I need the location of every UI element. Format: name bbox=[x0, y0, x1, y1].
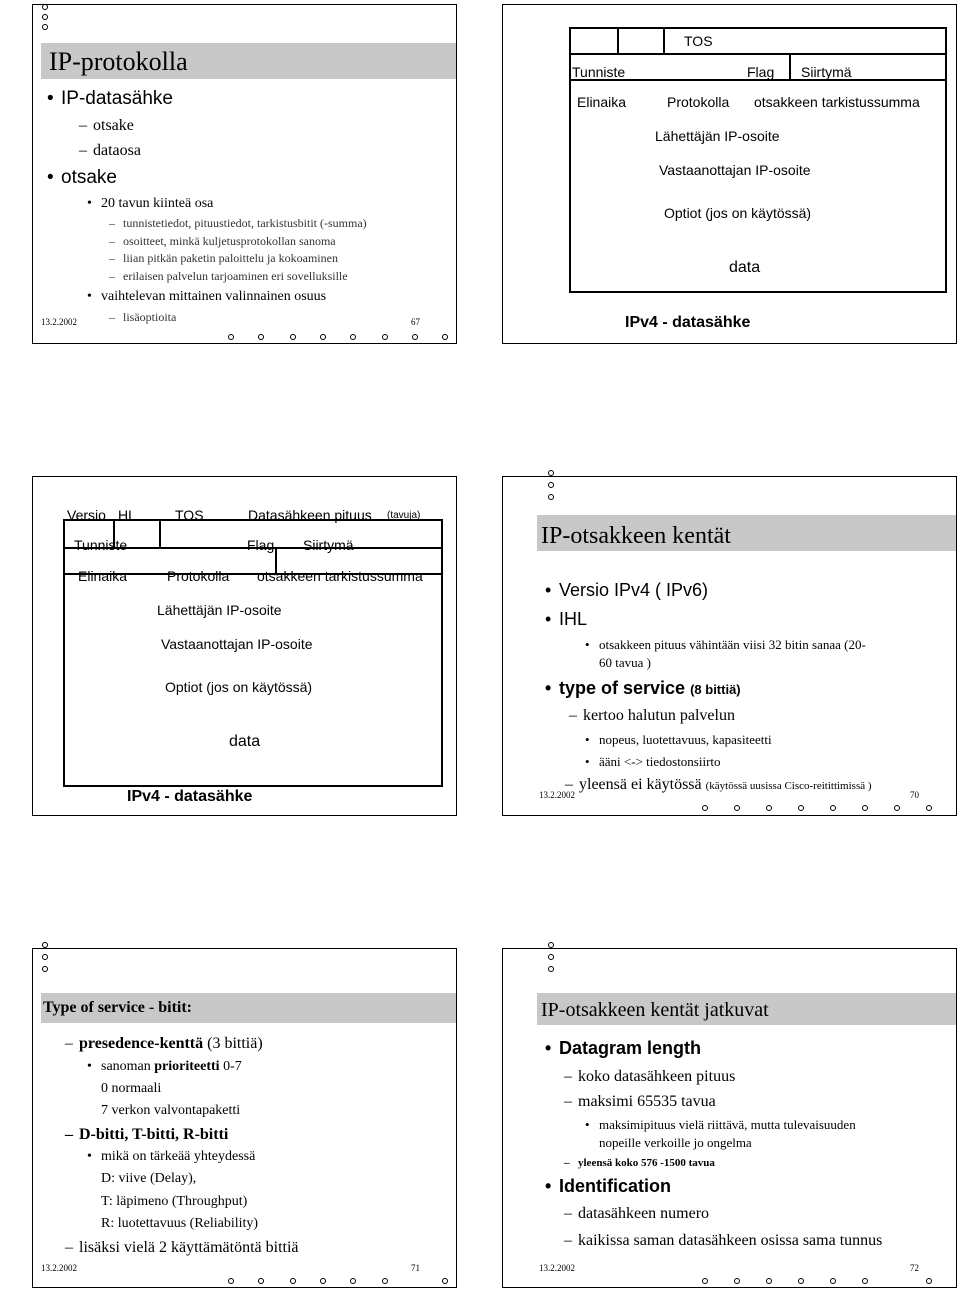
dot-decoration bbox=[290, 1278, 296, 1284]
presedence-note: (3 bittiä) bbox=[207, 1035, 263, 1052]
dot-decoration bbox=[42, 966, 48, 972]
field-vastaanottaja: Vastaanottajan IP-osoite bbox=[161, 636, 313, 652]
yleensa-label: yleensä ei käytössä bbox=[579, 776, 702, 793]
item-valinnainen: • vaihtelevan mittainen valinnainen osuus bbox=[101, 289, 326, 305]
slide-title: Type of service - bitit: bbox=[43, 999, 192, 1016]
sub-prioriteetti: prioriteetti bbox=[154, 1059, 220, 1074]
dot-decoration bbox=[42, 24, 48, 30]
field-protokolla: Protokolla bbox=[167, 568, 230, 584]
page-number: 67 bbox=[411, 317, 420, 327]
dot-decoration bbox=[798, 1278, 804, 1284]
slide-70 bbox=[502, 476, 957, 816]
dot-decoration bbox=[412, 334, 418, 340]
field-lahettaja: Lähettäjän IP-osoite bbox=[157, 602, 282, 618]
sub-maksimipituus-cont: nopeille verkoille jo ongelma bbox=[599, 1135, 752, 1150]
field-elinaika: Elinaika bbox=[78, 568, 128, 584]
field-tos: TOS bbox=[684, 33, 713, 49]
bullet-datagram-length: • Datagram length bbox=[559, 1038, 701, 1059]
bullet-versio: • Versio IPv4 ( IPv6) bbox=[559, 580, 708, 601]
sub-nopeus: • nopeus, luotettavuus, kapasiteetti bbox=[599, 732, 772, 748]
dot-decoration bbox=[926, 1278, 932, 1284]
bullet-identification: • Identification bbox=[559, 1176, 671, 1197]
field-data: data bbox=[729, 259, 761, 276]
sub-palvelu: – erilaisen palvelun tarjoaminen eri sovelluksille bbox=[123, 269, 348, 284]
dot-decoration bbox=[320, 334, 326, 340]
dot-decoration bbox=[702, 1278, 708, 1284]
item-otsakkeen-pituus-cont: 60 tavua ) bbox=[599, 655, 651, 670]
field-lahettaja: Lähettäjän IP-osoite bbox=[655, 128, 780, 144]
item-numero: – datasähkeen numero bbox=[578, 1205, 709, 1223]
slide-71 bbox=[32, 948, 457, 1288]
dot-decoration bbox=[382, 334, 388, 340]
sub-tunnistetiedot: – tunnistetiedot, pituustiedot, tarkistusbitit (-summa) bbox=[123, 216, 367, 231]
dot-decoration bbox=[320, 1278, 326, 1284]
dot-decoration bbox=[548, 494, 554, 500]
item-maksimi: – maksimi 65535 tavua bbox=[578, 1093, 716, 1111]
yleensa-note: (käytössä uusissa Cisco-reitittimissä ) bbox=[705, 780, 872, 792]
dot-decoration bbox=[42, 14, 48, 20]
sub-aani: • ääni <-> tiedostonsiirto bbox=[599, 754, 721, 770]
diagram-caption: IPv4 - datasähke bbox=[625, 314, 751, 331]
dot-decoration bbox=[228, 334, 234, 340]
field-vastaanottaja: Vastaanottajan IP-osoite bbox=[659, 162, 811, 178]
dot-decoration bbox=[382, 1278, 388, 1284]
field-data: data bbox=[229, 733, 261, 750]
slide-title: IP-protokolla bbox=[49, 47, 188, 76]
tos-note: (8 bittiä) bbox=[690, 682, 741, 697]
sub-throughput: T: läpimeno (Throughput) bbox=[101, 1194, 248, 1209]
dot-decoration bbox=[350, 334, 356, 340]
dot-decoration bbox=[258, 334, 264, 340]
sub-osoitteet: – osoitteet, minkä kuljetusprotokollan sanoma bbox=[123, 234, 336, 249]
dot-decoration bbox=[258, 1278, 264, 1284]
dot-decoration bbox=[734, 805, 740, 811]
sub-sanoman bbox=[101, 1059, 242, 1075]
dot-decoration bbox=[290, 334, 296, 340]
field-tavuja: (tavuja) bbox=[387, 510, 421, 521]
sub-valvontapaketti: 7 verkon valvontapaketti bbox=[101, 1103, 241, 1118]
sub-range: 0-7 bbox=[223, 1059, 242, 1074]
tos-label: type of service bbox=[559, 678, 686, 698]
presedence-label: presedence-kenttä bbox=[79, 1035, 204, 1052]
sub-lisaoptioita: – lisäoptioita bbox=[123, 310, 176, 325]
slide-72 bbox=[502, 948, 957, 1288]
dot-decoration bbox=[42, 4, 48, 10]
field-tarkistussumma: otsakkeen tarkistussumma bbox=[754, 94, 920, 110]
dot-decoration bbox=[862, 1278, 868, 1284]
sub-tarkeaa: • mikä on tärkeää yhteydessä bbox=[101, 1149, 255, 1165]
item-sama-tunnus: – kaikissa saman datasähkeen osissa sama tunnus bbox=[578, 1232, 882, 1250]
item-dataosa: – dataosa bbox=[93, 142, 141, 160]
page-number: 70 bbox=[910, 790, 919, 800]
item-koko: – koko datasähkeen pituus bbox=[578, 1068, 735, 1086]
dot-decoration bbox=[862, 805, 868, 811]
diagram-caption: IPv4 - datasähke bbox=[127, 788, 253, 805]
dot-decoration bbox=[42, 942, 48, 948]
field-elinaika: Elinaika bbox=[577, 94, 627, 110]
field-flag: Flag bbox=[747, 64, 775, 80]
sub-paloittelu: – liian pitkän paketin paloittelu ja kokoaminen bbox=[123, 251, 338, 266]
sub-normaali: 0 normaali bbox=[101, 1081, 162, 1096]
item-kayttamaton: – lisäksi vielä 2 käyttämätöntä bittiä bbox=[79, 1239, 299, 1257]
item-dtr-bits: – D-bitti, T-bitti, R-bitti bbox=[79, 1126, 228, 1144]
dot-decoration bbox=[702, 805, 708, 811]
dot-decoration bbox=[734, 1278, 740, 1284]
dot-decoration bbox=[228, 1278, 234, 1284]
slide-69 bbox=[32, 476, 457, 816]
item-presedence bbox=[79, 1035, 263, 1053]
field-pituus: Datasähkeen pituus bbox=[248, 507, 372, 523]
slide-date: 13.2.2002 bbox=[539, 790, 575, 800]
slide-date: 13.2.2002 bbox=[539, 1263, 575, 1273]
sub-maksimipituus: • maksimipituus vielä riittävä, mutta tulevaisuuden bbox=[599, 1117, 856, 1133]
item-otsake: – otsake bbox=[93, 117, 134, 135]
page-number: 72 bbox=[910, 1263, 919, 1273]
field-siirtyma: Siirtymä bbox=[303, 537, 354, 553]
dot-decoration bbox=[350, 1278, 356, 1284]
sub-sanoman-text: sanoman bbox=[101, 1059, 151, 1074]
item-kiintea-osa: • 20 tavun kiinteä osa bbox=[101, 196, 213, 212]
bullet-otsake: • otsake bbox=[61, 167, 117, 189]
field-tarkistussumma: otsakkeen tarkistussumma bbox=[257, 568, 423, 584]
dot-decoration bbox=[766, 805, 772, 811]
field-tos: TOS bbox=[175, 507, 204, 523]
dot-decoration bbox=[766, 1278, 772, 1284]
dot-decoration bbox=[830, 805, 836, 811]
dot-decoration bbox=[926, 805, 932, 811]
dot-decoration bbox=[548, 954, 554, 960]
footer-bar bbox=[33, 333, 456, 343]
item-otsakkeen-pituus: • otsakkeen pituus vähintään viisi 32 bitin sanaa (20- bbox=[599, 637, 866, 653]
dot-decoration bbox=[548, 966, 554, 972]
field-optiot: Optiot (jos on käytössä) bbox=[165, 679, 313, 695]
bullet-ihl: • IHL bbox=[559, 609, 587, 630]
dot-decoration bbox=[798, 805, 804, 811]
dot-decoration bbox=[894, 805, 900, 811]
item-yleensa-koko: – yleensä koko 576 -1500 tavua bbox=[578, 1157, 715, 1169]
field-flag: Flag bbox=[247, 537, 275, 553]
slide-title: IP-otsakkeen kentät jatkuvat bbox=[541, 999, 769, 1021]
field-tunniste: Tunniste bbox=[572, 64, 626, 80]
sub-delay: D: viive (Delay), bbox=[101, 1171, 197, 1186]
bullet-ip-datasahke: • IP-datasähke bbox=[61, 88, 173, 110]
dot-decoration bbox=[442, 334, 448, 340]
slide-67 bbox=[32, 4, 457, 344]
dot-decoration bbox=[548, 942, 554, 948]
sub-reliability: R: luotettavuus (Reliability) bbox=[101, 1216, 259, 1231]
dot-decoration bbox=[42, 954, 48, 960]
dot-decoration bbox=[548, 470, 554, 476]
field-versio: Versio bbox=[67, 507, 106, 523]
item-yleensa bbox=[579, 776, 872, 794]
slide-date: 13.2.2002 bbox=[41, 1263, 77, 1273]
field-protokolla: Protokolla bbox=[667, 94, 730, 110]
slide-date: 13.2.2002 bbox=[41, 317, 77, 327]
field-tunniste: Tunniste bbox=[74, 537, 128, 553]
page-number: 71 bbox=[411, 1263, 420, 1273]
slide-title: IP-otsakkeen kentät bbox=[541, 523, 731, 549]
field-siirtyma: Siirtymä bbox=[801, 64, 852, 80]
bullet-type-of-service bbox=[559, 678, 741, 699]
dot-decoration bbox=[830, 1278, 836, 1284]
item-kertoo: – kertoo halutun palvelun bbox=[583, 707, 735, 725]
slide-68 bbox=[502, 4, 957, 344]
field-optiot: Optiot (jos on käytössä) bbox=[664, 205, 812, 221]
dot-decoration bbox=[442, 1278, 448, 1284]
field-hl: HL bbox=[118, 507, 136, 523]
dot-decoration bbox=[548, 482, 554, 488]
